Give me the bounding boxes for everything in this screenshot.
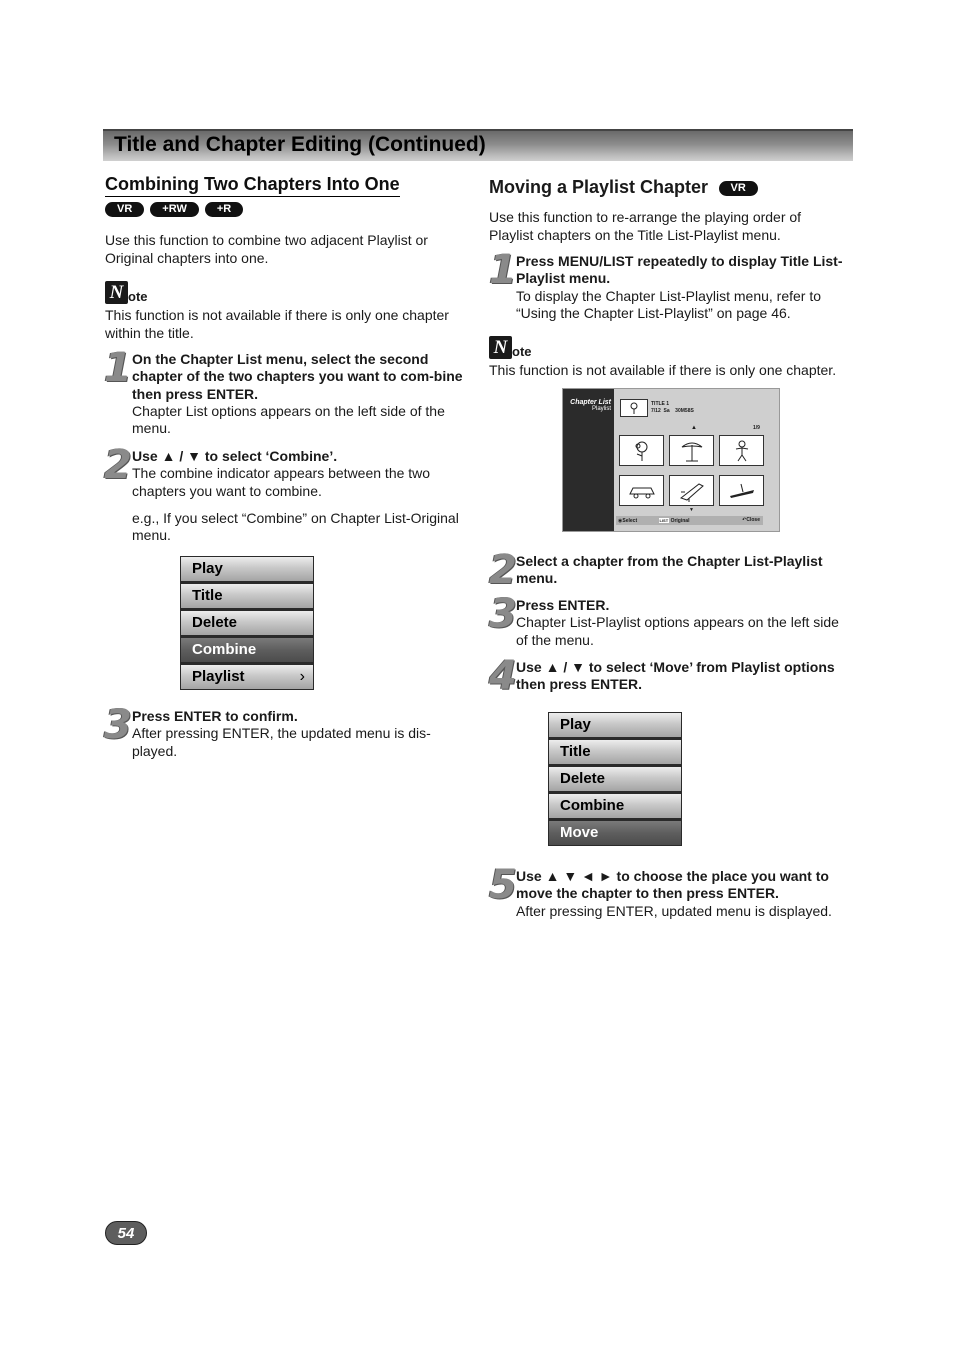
- right-note-text: This function is not available if there is only one chapter.: [489, 362, 837, 378]
- list-key: LIST: [659, 518, 669, 523]
- return-icon: ↶: [742, 517, 747, 523]
- left-step-3: [132, 708, 464, 760]
- step-instruction: Use ▲ ▼ ◄ ► to choose the place you want to move the chapter to then press ENTER.: [516, 868, 829, 902]
- right-step-2: [516, 553, 846, 588]
- note-label: ote: [512, 344, 532, 359]
- page-title: Title and Chapter Editing (Continued): [114, 133, 486, 156]
- scroll-up-icon[interactable]: ▲: [691, 425, 697, 431]
- step-number: 3: [104, 702, 132, 748]
- thumbnail[interactable]: [669, 475, 714, 506]
- right-step-1: [516, 253, 846, 322]
- step-example: e.g., If you select “Combine” on Chapter List-Original menu.: [132, 509, 459, 544]
- left-chapter-options-menu: [180, 556, 314, 690]
- screen-side-title: Chapter List: [570, 399, 611, 406]
- right-note: [489, 336, 532, 359]
- left-step-1: [132, 351, 464, 437]
- scroll-down-icon[interactable]: ▼: [689, 507, 694, 513]
- thumbnail[interactable]: [719, 435, 764, 466]
- step-instruction: Press ENTER to confirm.: [132, 708, 298, 724]
- step-detail: Chapter List-Playlist options appears on the left side of the menu.: [516, 614, 839, 648]
- close-label[interactable]: ↶Close: [742, 517, 760, 523]
- step-detail: After pressing ENTER, updated menu is displayed.: [516, 902, 832, 919]
- left-section-heading: Combining Two Chapters Into One: [105, 173, 400, 197]
- step-instruction: Select a chapter from the Chapter List-Playlist menu.: [516, 553, 823, 587]
- step-instruction: Use ▲ / ▼ to select ‘Combine’.: [132, 448, 338, 464]
- step-number: 1: [489, 247, 517, 293]
- screen-side-panel: [563, 389, 614, 531]
- step-detail: The combine indicator appears between the two chapters you want to combine.: [132, 465, 431, 499]
- menu-item-playlist[interactable]: Playlist ›: [181, 665, 313, 689]
- step-number: 2: [489, 547, 517, 593]
- step-detail: After pressing ENTER, the updated menu is dis-played.: [132, 725, 431, 759]
- thumbnail[interactable]: [619, 435, 664, 466]
- right-intro: Use this function to re-arrange the playing order of Playlist chapters on the Title List-Playlist menu.: [489, 209, 802, 243]
- badge-r: +R: [205, 202, 243, 217]
- left-step-2: [132, 448, 464, 544]
- screen-info-line: 7/12 Sa 30M58S: [651, 408, 694, 414]
- right-section-heading: Moving a Playlist Chapter: [489, 177, 709, 197]
- flower-icon: [620, 399, 648, 417]
- step-number: 2: [104, 442, 132, 488]
- right-heading-row: [489, 176, 764, 198]
- left-intro: Use this function to combine two adjacent Playlist or Original chapters into one.: [105, 232, 428, 266]
- menu-item-move[interactable]: Move: [549, 821, 681, 845]
- flower-icon: [628, 439, 656, 463]
- chevron-right-icon: ›: [299, 668, 305, 685]
- menu-item-combine[interactable]: Combine: [181, 638, 313, 662]
- right-step-4: [516, 659, 846, 694]
- badge-vr: VR: [105, 202, 144, 217]
- chapter-list-playlist-screen: [562, 388, 780, 532]
- menu-item-title[interactable]: Title: [549, 740, 681, 764]
- menu-item-delete[interactable]: Delete: [181, 611, 313, 635]
- step-number: 1: [104, 345, 132, 391]
- step-number: 5: [489, 862, 517, 908]
- note-icon: N: [489, 336, 512, 359]
- tree-icon: [678, 439, 706, 463]
- original-label[interactable]: Original: [670, 518, 690, 524]
- note-icon: N: [105, 281, 128, 304]
- step-detail: To display the Chapter List-Playlist menu, refer to “Using the Chapter List-Playlist” on page 46.: [516, 287, 822, 321]
- badge-vr: VR: [719, 181, 758, 196]
- menu-item-combine[interactable]: Combine: [549, 794, 681, 818]
- menu-item-delete[interactable]: Delete: [549, 767, 681, 791]
- step-number: 3: [489, 591, 517, 637]
- menu-item-play[interactable]: Play: [549, 713, 681, 737]
- left-format-badges: [105, 201, 405, 219]
- select-icon: ◉: [618, 518, 623, 524]
- left-note-text: This function is not available if there is only one chapter within the title.: [105, 307, 449, 341]
- right-step-5: [516, 868, 851, 920]
- note-label: ote: [128, 289, 148, 304]
- thumbnail[interactable]: [669, 435, 714, 466]
- thumbnail[interactable]: [719, 475, 764, 506]
- badge-rw: +RW: [150, 202, 199, 217]
- screen-info-title: TITLE 1: [651, 401, 670, 407]
- right-playlist-options-menu: [548, 712, 682, 846]
- step-instruction: Use ▲ / ▼ to select ‘Move’ from Playlist options then press ENTER.: [516, 659, 835, 693]
- thumbnail[interactable]: [619, 475, 664, 506]
- left-note: [105, 281, 465, 304]
- step-instruction: Press ENTER.: [516, 597, 610, 613]
- step-instruction: Press MENU/LIST repeatedly to display Title List-Playlist menu.: [516, 253, 843, 287]
- car-icon: [627, 480, 657, 502]
- step-instruction: On the Chapter List menu, select the second chapter of the two chapters you want to com-bine then press ENTER.: [132, 351, 463, 402]
- plane-icon: [727, 480, 757, 502]
- right-step-3: [516, 597, 846, 649]
- screen-side-subtitle: Playlist: [591, 406, 611, 412]
- page-number: 54: [105, 1221, 147, 1245]
- rocket-icon: [677, 480, 707, 502]
- menu-item-play[interactable]: Play: [181, 557, 313, 581]
- menu-item-title[interactable]: Title: [181, 584, 313, 608]
- step-number: 4: [489, 653, 517, 699]
- screen-page-counter: 1/9: [753, 425, 760, 431]
- figure-icon: [728, 439, 756, 463]
- step-detail: Chapter List options appears on the left side of the menu.: [132, 402, 445, 437]
- screen-footer: ◉Select LIST Original ↶Close: [616, 516, 763, 525]
